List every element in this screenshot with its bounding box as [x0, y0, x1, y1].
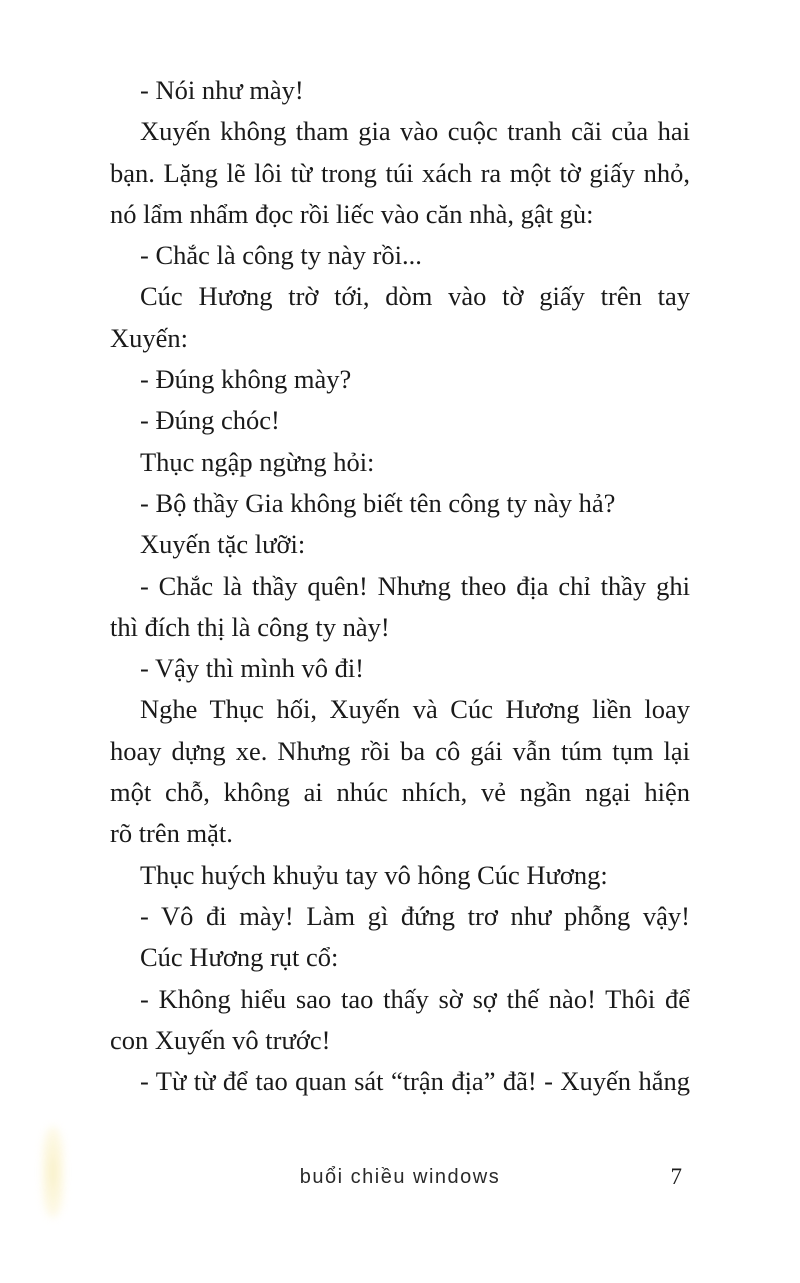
text-line: Xuyến không tham gia vào cuộc tranh cãi của hai [140, 116, 690, 147]
text-line: - Bộ thầy Gia không biết tên công ty này hả? [140, 487, 616, 518]
text-line: hoay dựng xe. Nhưng rồi ba cô gái vẫn túm tụm lại [110, 735, 690, 766]
text-line: - Đúng chóc! [140, 405, 280, 436]
text-line: - Chắc là thầy quên! Nhưng theo địa chỉ thầy ghi [140, 570, 690, 601]
text-line: Xuyến: [110, 322, 189, 353]
text-line: - Vậy thì mình vô đi! [140, 653, 365, 684]
text-column [110, 70, 690, 1102]
text-line: rõ trên mặt. [110, 818, 233, 849]
text-line: Nghe Thục hối, Xuyến và Cúc Hương liền loay [140, 694, 690, 725]
text-line: con Xuyến vô trước! [110, 1024, 331, 1055]
text-line: Xuyến tặc lưỡi: [140, 529, 306, 560]
text-line: Cúc Hương rụt cổ: [140, 942, 339, 973]
text-line: - Từ từ để tao quan sát “trận địa” đã! - Xuyến hắng [140, 1066, 690, 1097]
text-line: bạn. Lặng lẽ lôi từ trong túi xách ra một tờ giấy nhỏ, [110, 157, 690, 188]
running-title: buổi chiều windows [299, 1166, 501, 1188]
text-line: một chỗ, không ai nhúc nhích, vẻ ngần ngại hiện [110, 777, 690, 808]
scan-smudge-artifact [42, 1126, 64, 1218]
text-line: - Nói như mày! [140, 75, 304, 105]
text-line: - Không hiểu sao tao thấy sờ sợ thế nào! Thôi để [140, 983, 690, 1014]
text-line: Thục ngập ngừng hỏi: [140, 446, 375, 477]
text-line: - Đúng không mày? [140, 364, 352, 395]
page-number: 7 [670, 1164, 682, 1189]
text-line: - Vô đi mày! Làm gì đứng trơ như phỗng vậy! [140, 900, 690, 931]
text-line: nó lẩm nhẩm đọc rồi liếc vào căn nhà, gật gù: [110, 198, 594, 229]
text-line: - Chắc là công ty này rồi... [140, 240, 422, 271]
page-footer [110, 1162, 690, 1192]
text-line: Cúc Hương trờ tới, dòm vào tờ giấy trên tay [140, 281, 690, 312]
text-line: thì đích thị là công ty này! [110, 611, 390, 642]
text-line: Thục huých khuỷu tay vô hông Cúc Hương: [140, 859, 608, 890]
